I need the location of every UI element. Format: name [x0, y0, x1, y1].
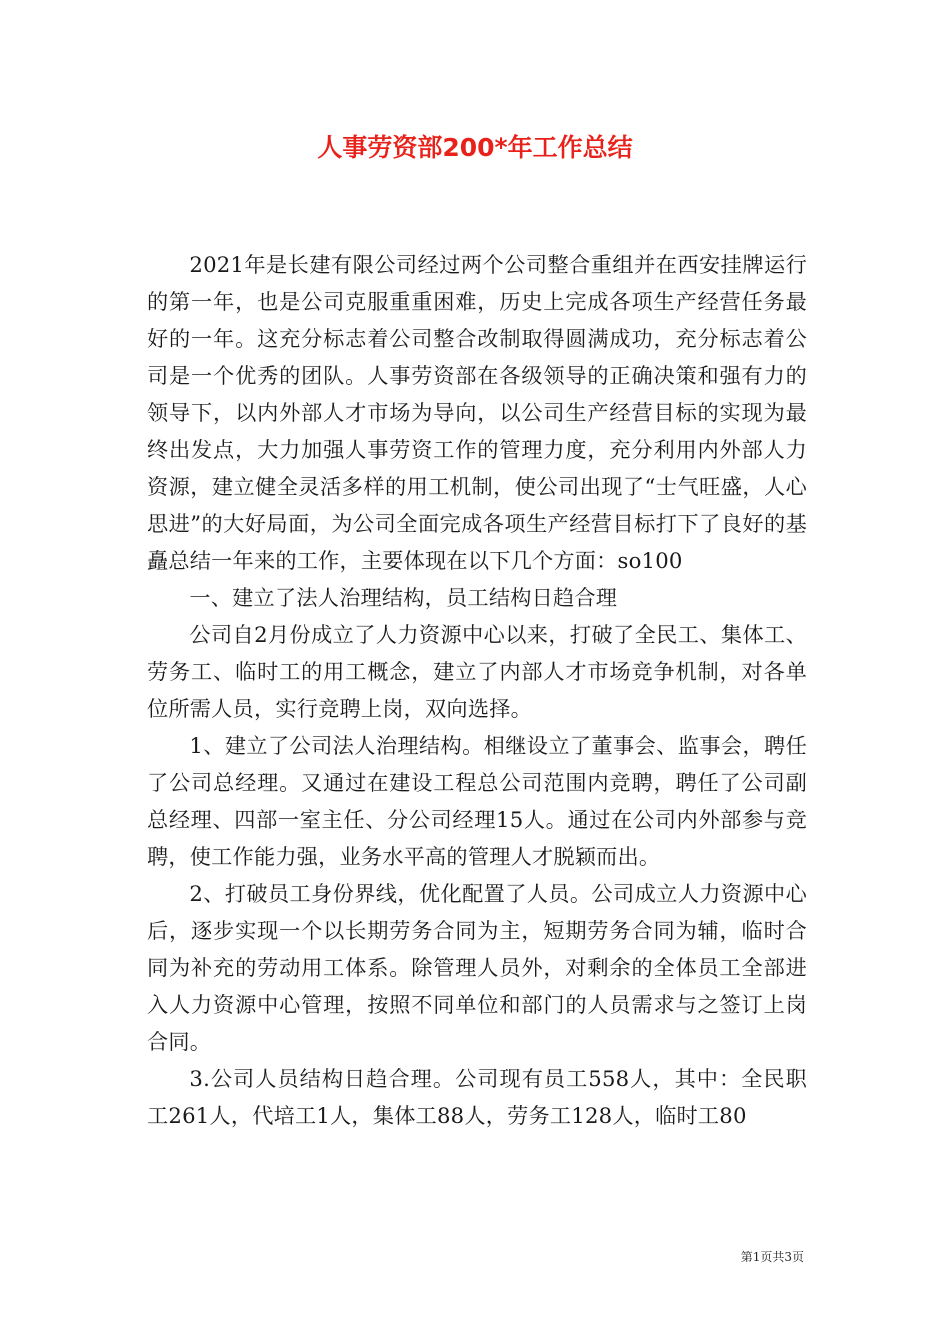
page-number: 第1页共3页	[740, 1250, 804, 1264]
document-body	[147, 246, 807, 1134]
paragraph-intro: 2021年是长建有限公司经过两个公司整合重组并在西安挂牌运行的第一年，也是公司克服重重困难，历史上完成各项生产经营任务最好的一年。这充分标志着公司整合改制取得圆满成功，充分标志着公司是一个优秀的团队。人事劳资部在各级领导的正确决策和强有力的领导下，以内外部人才市场为导向，以公司生产经营目标的实现为最终出发点，大力加强人事劳资工作的管理力度，充分利用内外部人力资源，建立健全灵活多样的用工机制，使公司出现了“士气旺盛，人心思进”的大好局面，为公司全面完成各项生产经营目标打下了良好的基矗总结一年来的工作，主要体现在以下几个方面：so100	[147, 252, 807, 573]
paragraph-item-3: 3.公司人员结构日趋合理。公司现有员工558人，其中：全民职工261人，代培工1人，集体工88人，劳务工128人，临时工80	[147, 1066, 807, 1128]
section-heading-1: 一、建立了法人治理结构，员工结构日趋合理	[189, 585, 618, 610]
paragraph-item-1: 1、建立了公司法人治理结构。相继设立了董事会、监事会，聘任了公司总经理。又通过在建设工程总公司范围内竞聘，聘任了公司副总经理、四部一室主任、分公司经理15人。通过在公司内外部参与竞聘，使工作能力强，业务水平高的管理人才脱颖而出。	[147, 733, 807, 869]
paragraph-item-2: 2、打破员工身份界线，优化配置了人员。公司成立人力资源中心后，逐步实现一个以长期劳务合同为主，短期劳务合同为辅，临时合同为补充的劳动用工体系。除管理人员外，对剩余的全体员工全部进入人力资源中心管理，按照不同单位和部门的人员需求与之签订上岗合同。	[147, 881, 807, 1054]
document-title: 人事劳资部200*年工作总结	[317, 133, 633, 162]
paragraph-hr-center: 公司自2月份成立了人力资源中心以来，打破了全民工、集体工、劳务工、临时工的用工概念，建立了内部人才市场竞争机制，对各单位所需人员，实行竞聘上岗，双向选择。	[147, 622, 807, 721]
